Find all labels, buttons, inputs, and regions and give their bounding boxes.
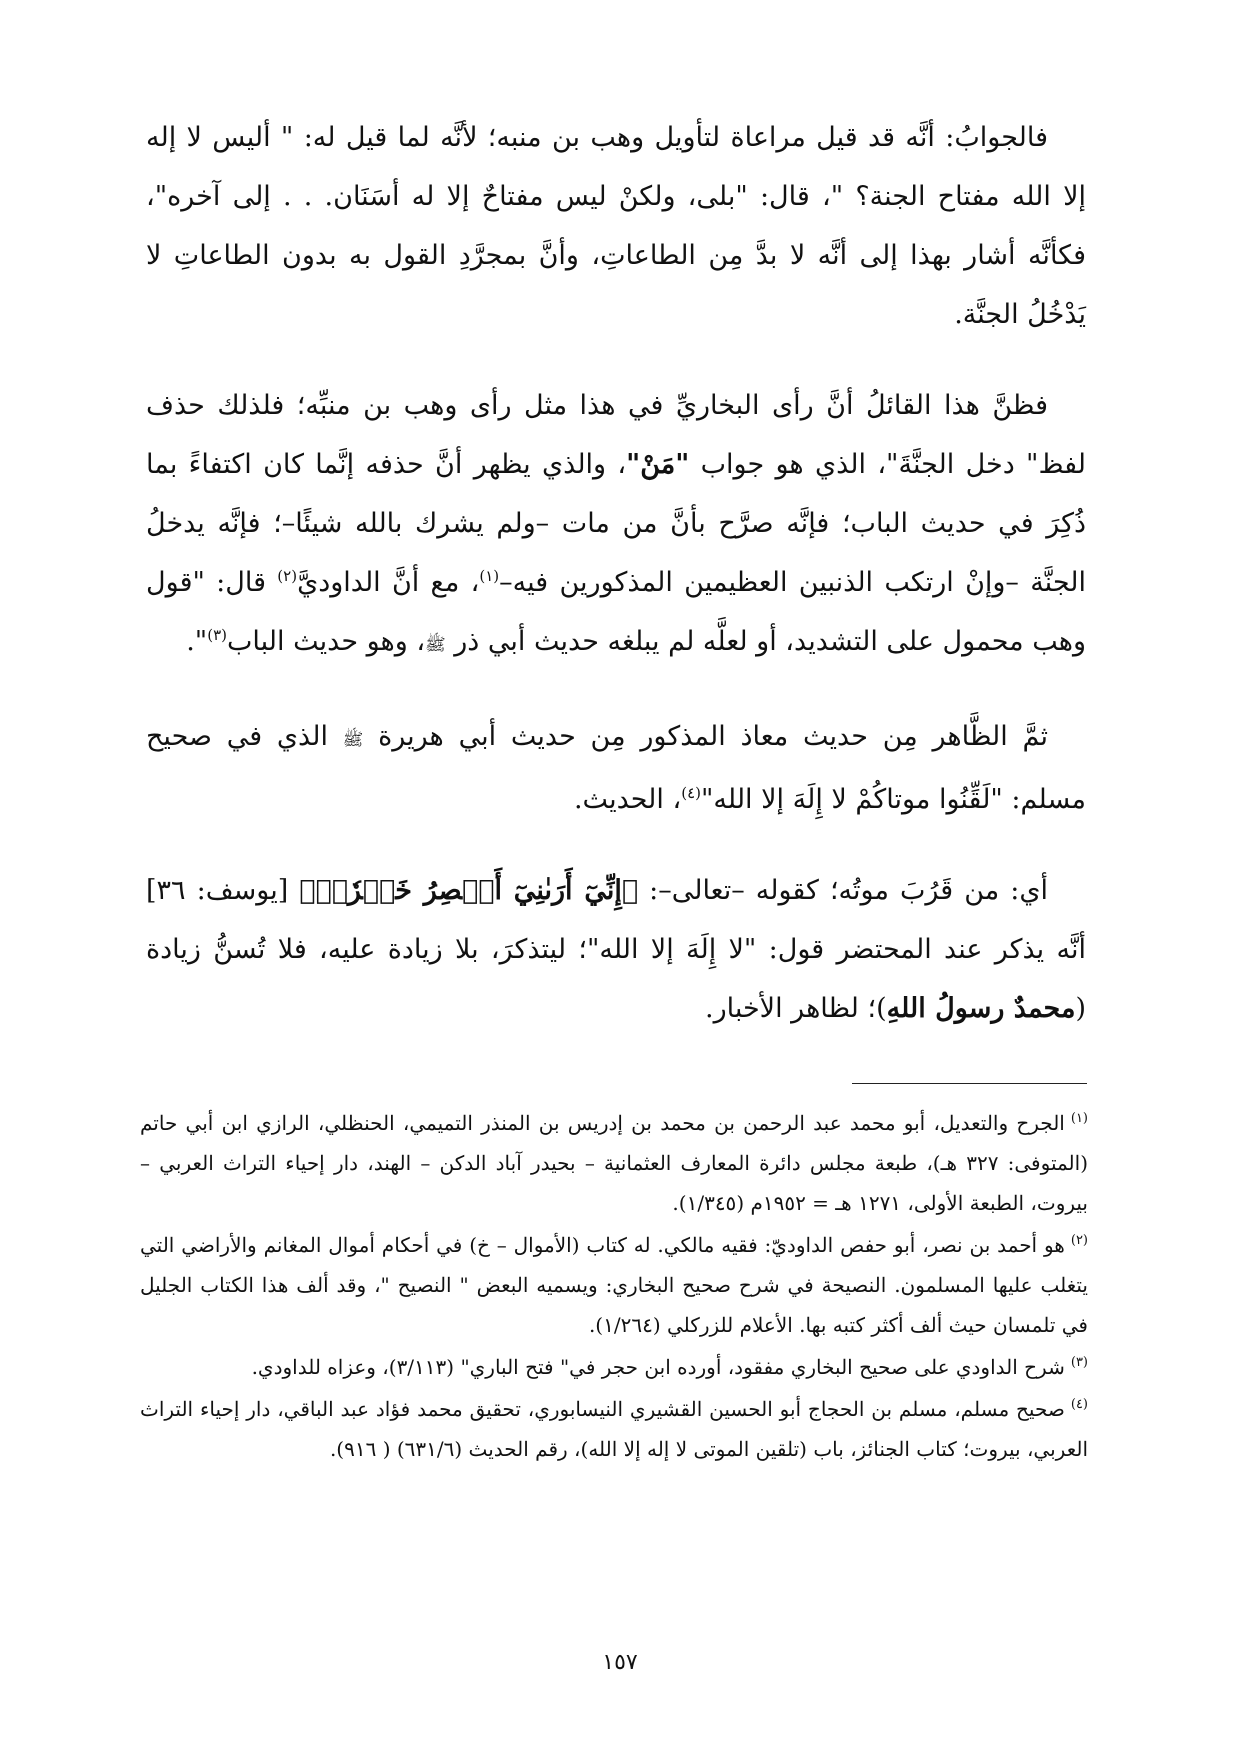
footnote-4-text: صحيح مسلم، مسلم بن الحجاج أبو الحسين القشيري النيسابوري، تحقيق محمد فؤاد عبد الباقي، دار إحياء التراث العربي، بيروت؛ كتاب الجنائز، باب (تلقين الموتى لا إله إلا الله)، رقم الحديث (٦٣١/٦) ( ٩١٦). bbox=[140, 1397, 1088, 1461]
paragraph-4-text-b: [يوسف: ٣٦] أنَّه يذكر عند المحتضر قول: "لا إِلَهَ إلا الله"؛ ليتذكرَ، بلا زيادة عليه، فلا تُسنُّ زيادة ( bbox=[146, 875, 1086, 1024]
paragraph-3 bbox=[146, 707, 1086, 829]
paragraph-2-text-c: ، والذي يظهر أنَّ حذفه إنَّما كان اكتفاءً بما ذُكِرَ في حديث الباب؛ فإنَّه صرَّح بأنَّ من مات –ولم يشرك بالله شيئًا–؛ فإنَّه يدخلُ الجنَّة –وإنْ ارتكب الذنبين العظيمين المذكورين فيه– bbox=[146, 449, 1086, 598]
footnote-ref-4[interactable]: (٤) bbox=[681, 784, 701, 802]
footnote-4 bbox=[140, 1389, 1088, 1469]
paragraph-4-bold-phrase: محمدٌ رسولُ اللهِ bbox=[886, 993, 1076, 1024]
footnote-1-mark: (١) bbox=[1070, 1111, 1088, 1127]
footnote-3 bbox=[140, 1347, 1088, 1387]
footnote-2 bbox=[140, 1225, 1088, 1345]
paragraph-3-text-b: الذي في صحيح مسلم: "لَقِّنُوا موتاكُمْ لا إِلَهَ إلا الله" bbox=[146, 721, 1086, 815]
footnote-3-mark: (٣) bbox=[1070, 1355, 1088, 1371]
footnote-3-text: شرح الداودي على صحيح البخاري مفقود، أورده ابن حجر في" فتح الباري" (٣/١١٣)، وعزاه للداودي. bbox=[251, 1355, 1065, 1379]
paragraph-2 bbox=[146, 376, 1086, 675]
paragraph-4 bbox=[146, 861, 1086, 1038]
footnote-2-mark: (٢) bbox=[1070, 1233, 1088, 1249]
footnote-ref-1[interactable]: (١) bbox=[479, 567, 500, 585]
honorific-glyph: ﷺ bbox=[425, 635, 446, 655]
footnote-1 bbox=[140, 1103, 1088, 1223]
footnote-4-mark: (٤) bbox=[1070, 1397, 1088, 1413]
footnote-1-text: الجرح والتعديل، أبو محمد عبد الرحمن بن محمد بن إدريس بن المنذر التميمي، الحنظلي، الرازي ابن أبي حاتم (المتوفى: ٣٢٧ هـ)، طبعة مجلس دائرة المعارف العثمانية – بحيدر آباد الدكن – الهند، دار إحياء التراث العربي – بيروت، الطبعة الأولى، ١٢٧١ هـ = ١٩٥٢م (١/٣٤٥). bbox=[140, 1111, 1088, 1215]
quran-verse: ﴿إِنِّيٓ أَرَىٰنِيٓ أَعۡصِرُ خَمۡرٗاۖ﴾ bbox=[299, 875, 639, 906]
page-number: ١٥٧ bbox=[602, 1650, 638, 1675]
footnote-separator bbox=[852, 1083, 1087, 1084]
main-text bbox=[146, 108, 1086, 1070]
paragraph-2-text-g: ". bbox=[186, 626, 208, 657]
paragraph-1 bbox=[146, 108, 1086, 344]
paragraph-4-text-c: )؛ لظاهر الأخبار. bbox=[705, 993, 887, 1024]
paragraph-2-text-e: قال: "قول وهب محمول على التشديد، أو لعلَّه لم يبلغه حديث أبي ذر bbox=[146, 567, 1086, 657]
footnote-2-text: هو أحمد بن نصر، أبو حفص الداوديّ: فقيه مالكي. له كتاب (الأموال – خ) في أحكام أموال المغانم والأراضي التي يتغلب عليها المسلمون. النصيحة في شرح صحيح البخاري: ويسميه البعض " النصيح "، وقد ألف هذا الكتاب الجليل في تلمسان حيث ألف أكثر كتبه بها. الأعلام للزركلي (١/٢٦٤). bbox=[140, 1233, 1088, 1337]
honorific-glyph-2: ﷺ bbox=[342, 730, 364, 750]
paragraph-4-text-a: أي: من قَرُبَ موتُه؛ كقوله –تعالى–: bbox=[638, 875, 1048, 906]
footnote-ref-3[interactable]: (٣) bbox=[207, 626, 228, 644]
paragraph-3-text-c: ، الحديث. bbox=[573, 784, 682, 815]
paragraph-2-text-a: فظنَّ هذا القائلُ أنَّ رأى البخاريِّ في هذا مثل رأى وهب بن منبِّه؛ فلذلك حذف لفظ" دخل الجنَّةَ"، الذي هو جواب bbox=[146, 390, 1086, 480]
paragraph-2-bold-man: "مَنْ" bbox=[626, 449, 690, 480]
paragraph-3-text-a: ثمَّ الظَّاهر مِن حديث معاذ المذكور مِن حديث أبي هريرة bbox=[363, 721, 1049, 752]
paragraph-2-text-d: ، مع أنَّ الداوديَّ bbox=[297, 567, 480, 598]
footnote-ref-2[interactable]: (٢) bbox=[277, 567, 298, 585]
footnotes-section bbox=[140, 1103, 1088, 1471]
paragraph-2-text-f: ، وهو حديث الباب bbox=[227, 626, 426, 657]
paragraph-1-text: فالجوابُ: أنَّه قد قيل مراعاة لتأويل وهب بن منبه؛ لأنَّه لما قيل له: " أليس لا إله إلا الله مفتاح الجنة؟ "، قال: "بلى، ولكنْ ليس مفتاحٌ إلا له أسَنَان. . . إلى آخره"، فكأنَّه أشار بهذا إلى أنَّه لا بدَّ مِن الطاعاتِ، وأنَّ بمجرَّدِ القول به بدون الطاعاتِ لا يَدْخُلُ الجنَّة. bbox=[146, 122, 1086, 330]
